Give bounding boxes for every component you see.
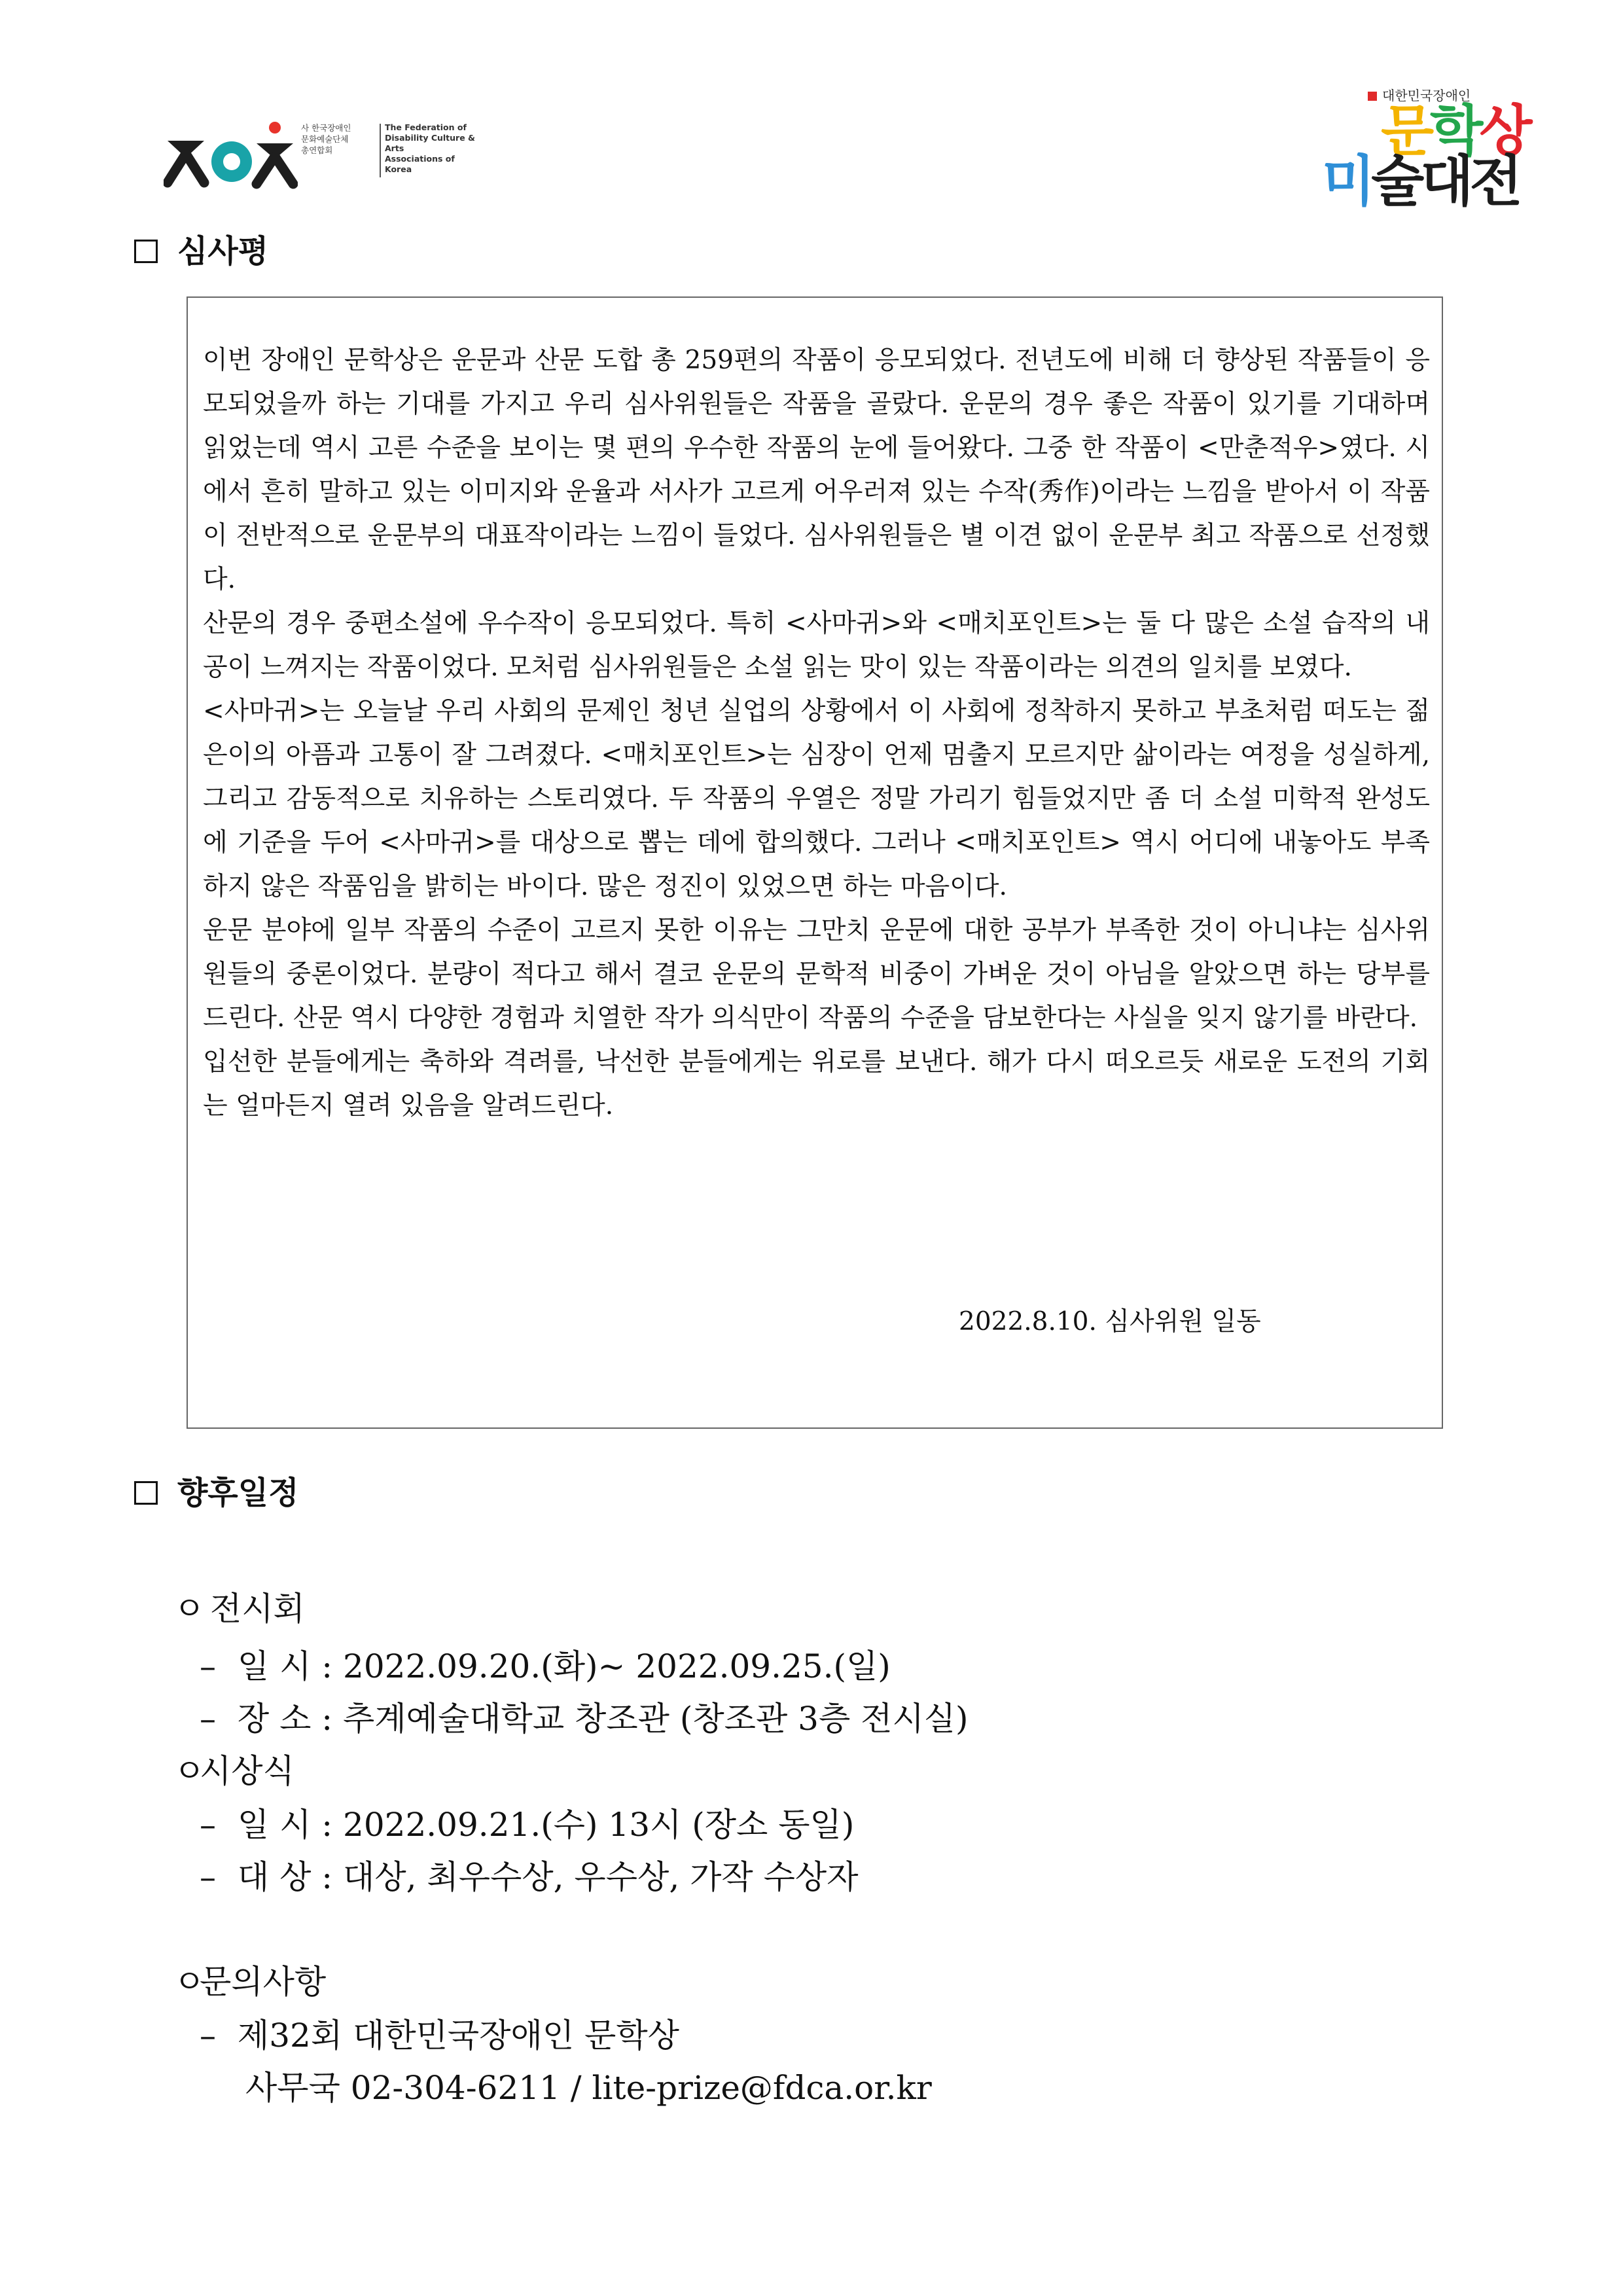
- award-logo: [1315, 85, 1529, 223]
- dash-bullet: –: [200, 1806, 216, 1844]
- award-char: 문: [1381, 99, 1431, 163]
- exhibition-title-text: 전시회: [209, 1590, 305, 1628]
- fdca-en-line: Disability Culture & Arts: [385, 133, 475, 153]
- review-heading: [134, 232, 268, 271]
- award-char: 미: [1322, 149, 1372, 213]
- dash-bullet: –: [200, 1858, 216, 1896]
- review-paragraph: 이번 장애인 문학상은 운문과 산문 도합 총 259편의 작품이 응모되었다. 전년도에 비해 더 향상된 작품들이 응모되었을까 하는 기대를 가지고 우리 심사위원들은 작품을 골랐다. 운문의 경우 좋은 작품이 있기를 기대하며 읽었는데 역시 고른 수준을 보이는 몇 편의 우수한 작품의 눈에 들어왔다. 그중 한 작품이 <만춘적우>였다. 시에서 흔히 말하고 있는 이미지와 운율과 서사가 고르게 어우러져 있는 수작(秀作)이라는 느낌을 받아서 이 작품이 전반적으로 운문부의 대표작이라는 느낌이 들었다. 심사위원들은 별 이견 없이 운문부 최고 작품으로 선정했다.: [203, 346, 1430, 594]
- fdca-name-korean: [301, 122, 380, 156]
- exhibition-place: – 장 소 : 추계예술대학교 창조관 (창조관 3층 전시실): [200, 1697, 969, 1740]
- review-body: [203, 338, 1430, 1128]
- circle-bullet-icon: ㅇ: [173, 1963, 205, 2001]
- fdca-logo: [164, 120, 478, 192]
- award-char: 상: [1479, 99, 1529, 163]
- fdca-name-english: [385, 122, 483, 175]
- dash-bullet: –: [200, 1700, 216, 1738]
- red-square-icon: [1368, 92, 1377, 101]
- fdca-ko-line: 총연합회: [301, 145, 333, 155]
- award-char: 대: [1420, 149, 1470, 213]
- dash-bullet: –: [200, 1647, 216, 1685]
- dash-bullet: –: [200, 2017, 216, 2054]
- award-logo-line2: [1322, 149, 1519, 213]
- review-heading-text: 심사평: [177, 233, 269, 270]
- inquiry-title-text: 문의사항: [200, 1963, 327, 2001]
- inquiry-line2: [245, 2066, 932, 2109]
- exhibition-date-label: 일 시: [237, 1647, 312, 1685]
- inquiry-line1-text: 제32회 대한민국장애인 문학상: [237, 2017, 679, 2054]
- inquiry-contact: 사무국 02-304-6211 / lite-prize@fdca.or.kr: [245, 2069, 932, 2107]
- fdca-ko-line: 문화예술단체: [301, 134, 349, 144]
- review-signature: 2022.8.10. 심사위원 일동: [959, 1307, 1261, 1336]
- circle-bullet-icon: ㅇ: [173, 1590, 205, 1628]
- exhibition-title: [173, 1587, 305, 1630]
- review-paragraph: 입선한 분들에게는 축하와 격려를, 낙선한 분들에게는 위로를 보낸다. 해가 다시 떠오르듯 새로운 도전의 기회는 얼마든지 열려 있음을 알려드린다.: [203, 1047, 1430, 1121]
- fdca-ko-line: 사 한국장애인: [301, 123, 351, 133]
- review-paragraph: 운문 분야에 일부 작품의 수준이 고르지 못한 이유는 그만치 운문에 대한 공부가 부족한 것이 아니냐는 심사위원들의 중론이었다. 분량이 적다고 해서 결코 운문의 문학적 비중이 가벼운 것이 아님을 알았으면 하는 당부를 드린다. 산문 역시 다양한 경험과 치열한 작가 의식만이 작품의 수준을 담보한다는 사실을 잊지 않기를 바란다.: [203, 916, 1430, 1033]
- exhibition-place-label: 장 소: [237, 1700, 312, 1738]
- fdca-en-line: Korea: [385, 164, 412, 174]
- circle-bullet-icon: ㅇ: [173, 1752, 205, 1790]
- inquiry-title: [173, 1960, 326, 2003]
- ceremony-target-label: 대 상: [237, 1858, 312, 1896]
- schedule-heading: [134, 1473, 298, 1513]
- fdca-en-line: Associations of: [385, 154, 455, 164]
- award-char: 술: [1371, 149, 1421, 213]
- schedule-heading-text: 향후일정: [177, 1475, 299, 1511]
- fdca-mark-icon: [164, 120, 298, 192]
- award-char: 전: [1469, 149, 1519, 213]
- fdca-en-line: The Federation of: [385, 122, 467, 132]
- ceremony-date-value: 2022.09.21.(수) 13시 (장소 동일): [343, 1806, 855, 1844]
- ceremony-target-value: 대상, 최우수상, 우수상, 가작 수상자: [343, 1858, 859, 1896]
- award-logo-top-text: 대한민국장애인: [1382, 88, 1471, 103]
- inquiry-line1: [200, 2014, 679, 2057]
- exhibition-date: – 일 시 : 2022.09.20.(화)~ 2022.09.25.(일): [200, 1645, 891, 1688]
- ceremony-title: [173, 1749, 294, 1793]
- checkbox-square-icon: [134, 240, 158, 263]
- review-paragraph: <사마귀>는 오늘날 우리 사회의 문제인 청년 실업의 상황에서 이 사회에 정착하지 못하고 부초처럼 떠도는 젊은이의 아픔과 고통이 잘 그려졌다. <매치포인트>는 심장이 언제 멈출지 모르지만 삶이라는 여정을 성실하게, 그리고 감동적으로 치유하는 스토리였다. 두 작품의 우열은 정말 가리기 힘들었지만 좀 더 소설 미학적 완성도에 기준을 두어 <사마귀>를 대상으로 뽑는 데에 합의했다. 그러나 <매치포인트> 역시 어디에 내놓아도 부족하지 않은 작품임을 밝히는 바이다. 많은 정진이 있었으면 하는 마음이다.: [203, 696, 1430, 901]
- checkbox-square-icon: [134, 1481, 158, 1505]
- exhibition-place-value: 추계예술대학교 창조관 (창조관 3층 전시실): [343, 1700, 969, 1738]
- ceremony-date: – 일 시 : 2022.09.21.(수) 13시 (장소 동일): [200, 1803, 854, 1846]
- ceremony-target: – 대 상 : 대상, 최우수상, 우수상, 가작 수상자: [200, 1856, 859, 1899]
- ceremony-title-text: 시상식: [200, 1752, 294, 1790]
- fdca-divider: [380, 124, 381, 177]
- ceremony-date-label: 일 시: [237, 1806, 312, 1844]
- award-char: 학: [1430, 99, 1480, 163]
- review-paragraph: 산문의 경우 중편소설에 우수작이 응모되었다. 특히 <사마귀>와 <매치포인트>는 둘 다 많은 소설 습작의 내공이 느껴지는 작품이었다. 모처럼 심사위원들은 소설 읽는 맛이 있는 작품이라는 의견의 일치를 보였다.: [203, 609, 1430, 682]
- exhibition-date-value: 2022.09.20.(화)~ 2022.09.25.(일): [343, 1647, 891, 1685]
